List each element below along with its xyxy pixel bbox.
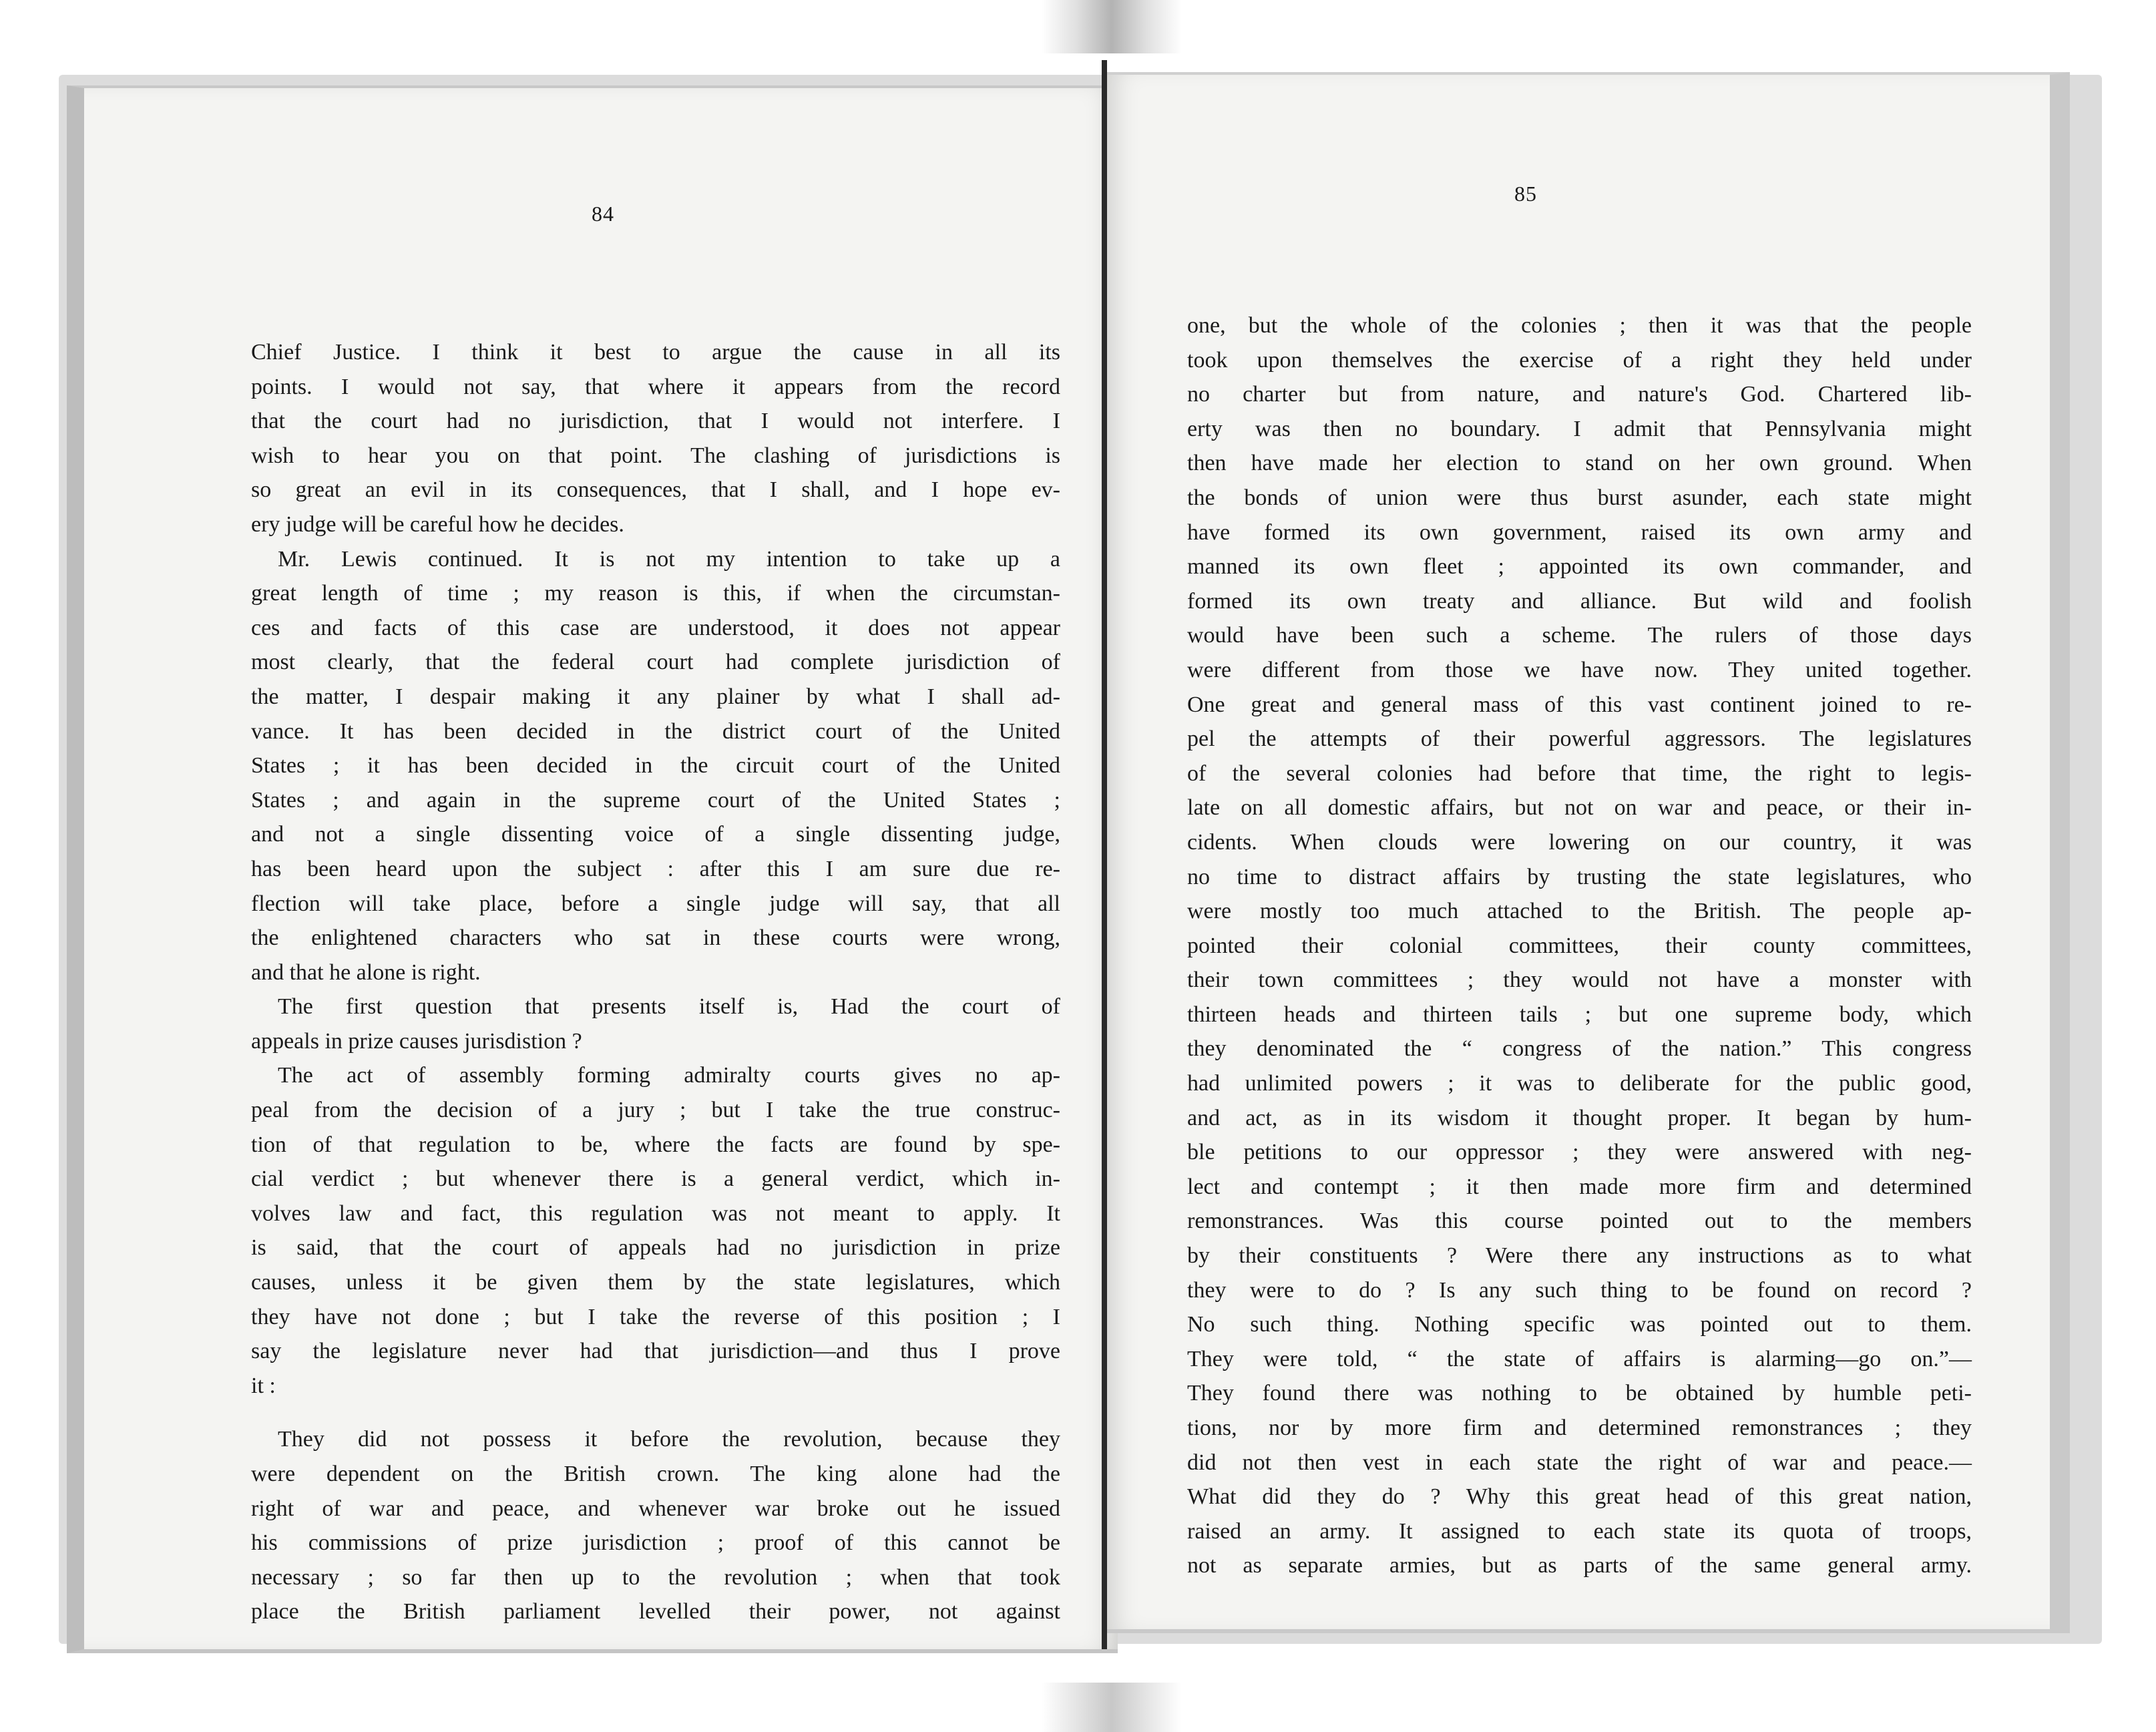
text-line: wish to hear you on that point. The clashing of jurisdictions is	[251, 443, 1060, 468]
text-line: so great an evil in its consequences, that I shall, and I hope ev-	[251, 477, 1060, 503]
page-number: 84	[592, 202, 614, 226]
text-line: the enlightened characters who sat in these courts were wrong,	[251, 925, 1060, 951]
text-line: States ; it has been decided in the circuit court of the United	[251, 753, 1060, 779]
text-line: have formed its own government, raised its own army and	[1187, 519, 1972, 545]
text-line: cidents. When clouds were lowering on our country, it was	[1187, 829, 1972, 855]
text-line: place the British parliament levelled their power, not against	[251, 1599, 1060, 1625]
page-text	[251, 335, 1060, 1629]
text-line: vance. It has been decided in the district court of the United	[251, 718, 1060, 744]
left-page	[67, 85, 1118, 1653]
text-line: say the legislature never had that jurisdiction—and thus I prove	[251, 1339, 1060, 1364]
text-line: They found there was nothing to be obtained by humble peti-	[1187, 1381, 1972, 1406]
text-line: then have made her election to stand on her own ground. When	[1187, 451, 1972, 476]
book-gutter	[1102, 60, 1107, 1649]
text-line: flection will take place, before a single judge will say, that all	[251, 891, 1060, 916]
text-line: took upon themselves the exercise of a right they held under	[1187, 347, 1972, 373]
scan-artifact-top	[1042, 0, 1182, 53]
text-line: pointed their colonial committees, their county committees,	[1187, 933, 1972, 958]
text-line: States ; and again in the supreme court of the United States ;	[251, 787, 1060, 813]
text-line: that the court had no jurisdiction, that I would not interfere. I	[251, 409, 1060, 434]
text-line: no charter but from nature, and nature's God. Chartered lib-	[1187, 382, 1972, 407]
scan-artifact-bottom	[1042, 1683, 1182, 1732]
text-line: had unlimited powers ; it was to deliberate for the public good,	[1187, 1071, 1972, 1096]
text-line: did not then vest in each state the right of war and peace.—	[1187, 1450, 1972, 1475]
text-line: They were told, “ the state of affairs is alarming—go on.”—	[1187, 1346, 1972, 1371]
text-line: formed its own treaty and alliance. But wild and foolish	[1187, 588, 1972, 614]
text-line: thirteen heads and thirteen tails ; but one supreme body, which	[1187, 1002, 1972, 1027]
text-line: his commissions of prize jurisdiction ; proof of this cannot be	[251, 1530, 1060, 1556]
text-line: and act, as in its wisdom it thought proper. It began by hum-	[1187, 1105, 1972, 1130]
text-line: one, but the whole of the colonies ; then it was that the people	[1187, 313, 1972, 338]
text-line: manned its own fleet ; appointed its own commander, and	[1187, 554, 1972, 580]
text-line: it :	[251, 1373, 276, 1398]
text-line: tion of that regulation to be, where the facts are found by spe-	[251, 1132, 1060, 1157]
text-line: Chief Justice. I think it best to argue the cause in all its	[251, 340, 1060, 365]
text-line: What did they do ? Why this great head of this great nation,	[1187, 1484, 1972, 1510]
text-line: the matter, I despair making it any plainer by what I shall ad-	[251, 684, 1060, 709]
text-line: right of war and peace, and whenever war broke out he issued	[251, 1496, 1060, 1521]
text-line: they were to do ? Is any such thing to be found on record ?	[1187, 1277, 1972, 1303]
text-line: pel the attempts of their powerful aggressors. The legislatures	[1187, 726, 1972, 752]
text-line: lect and contempt ; it then made more firm and determined	[1187, 1174, 1972, 1199]
text-line: is said, that the court of appeals had no jurisdiction in prize	[251, 1235, 1060, 1261]
text-line: the bonds of union were thus burst asunder, each state might	[1187, 485, 1972, 510]
text-line: their town committees ; they would not have a monster with	[1187, 967, 1972, 993]
text-line: The first question that presents itself is, Had the court of	[278, 994, 1060, 1020]
text-line: and that he alone is right.	[251, 959, 481, 985]
text-line: cial verdict ; but whenever there is a general verdict, which in-	[251, 1166, 1060, 1192]
right-page	[1107, 72, 2070, 1633]
text-line: peal from the decision of a jury ; but I take the true construc-	[251, 1098, 1060, 1123]
text-line: by their constituents ? Were there any instructions as to what	[1187, 1243, 1972, 1269]
text-line: has been heard upon the subject : after this I am sure due re-	[251, 856, 1060, 881]
text-line: They did not possess it before the revolution, because they	[278, 1427, 1060, 1452]
text-line: were mostly too much attached to the British. The people ap-	[1187, 899, 1972, 924]
text-line: they denominated the “ congress of the nation.” This congress	[1187, 1036, 1972, 1062]
text-line: points. I would not say, that where it appears from the record	[251, 374, 1060, 399]
text-line: Mr. Lewis continued. It is not my intention to take up a	[278, 546, 1060, 572]
text-line: raised an army. It assigned to each state its quota of troops,	[1187, 1518, 1972, 1544]
text-line: ery judge will be careful how he decides.	[251, 511, 624, 537]
text-line: One great and general mass of this vast continent joined to re-	[1187, 692, 1972, 717]
text-line: not as separate armies, but as parts of the same general army.	[1187, 1553, 1972, 1578]
text-line: appeals in prize causes jurisdistion ?	[251, 1028, 582, 1054]
text-line: causes, unless it be given them by the state legislatures, which	[251, 1270, 1060, 1295]
text-line: erty was then no boundary. I admit that Pennsylvania might	[1187, 416, 1972, 441]
text-line: necessary ; so far then up to the revolution ; when that took	[251, 1564, 1060, 1590]
text-line: tions, nor by more firm and determined remonstrances ; they	[1187, 1416, 1972, 1440]
text-line: they have not done ; but I take the reverse of this position ; I	[251, 1304, 1060, 1329]
page-number: 85	[1514, 182, 1537, 206]
text-line: The act of assembly forming admiralty courts gives no ap-	[278, 1063, 1060, 1088]
text-line: no time to distract affairs by trusting the state legislatures, who	[1187, 864, 1972, 889]
text-line: late on all domestic affairs, but not on war and peace, or their in-	[1187, 795, 1972, 821]
text-line: most clearly, that the federal court had complete jurisdiction of	[251, 650, 1060, 675]
text-line: volves law and fact, this regulation was not meant to apply. It	[251, 1201, 1060, 1226]
text-line: No such thing. Nothing specific was pointed out to them.	[1187, 1312, 1972, 1337]
text-line: were different from those we have now. They united together.	[1187, 657, 1972, 682]
paragraph-gap	[251, 1403, 1060, 1422]
page-text	[1187, 308, 1972, 1583]
text-line: would have been such a scheme. The rulers of those days	[1187, 623, 1972, 648]
text-line: remonstrances. Was this course pointed out to the members	[1187, 1209, 1972, 1234]
text-line: great length of time ; my reason is this, if when the circumstan-	[251, 581, 1060, 606]
text-line: ble petitions to our oppressor ; they were answered with neg-	[1187, 1140, 1972, 1165]
text-line: and not a single dissenting voice of a single dissenting judge,	[251, 822, 1060, 847]
text-line: of the several colonies had before that time, the right to legis-	[1187, 761, 1972, 786]
text-line: were dependent on the British crown. The king alone had the	[251, 1462, 1060, 1486]
text-line: ces and facts of this case are understood, it does not appear	[251, 615, 1060, 640]
